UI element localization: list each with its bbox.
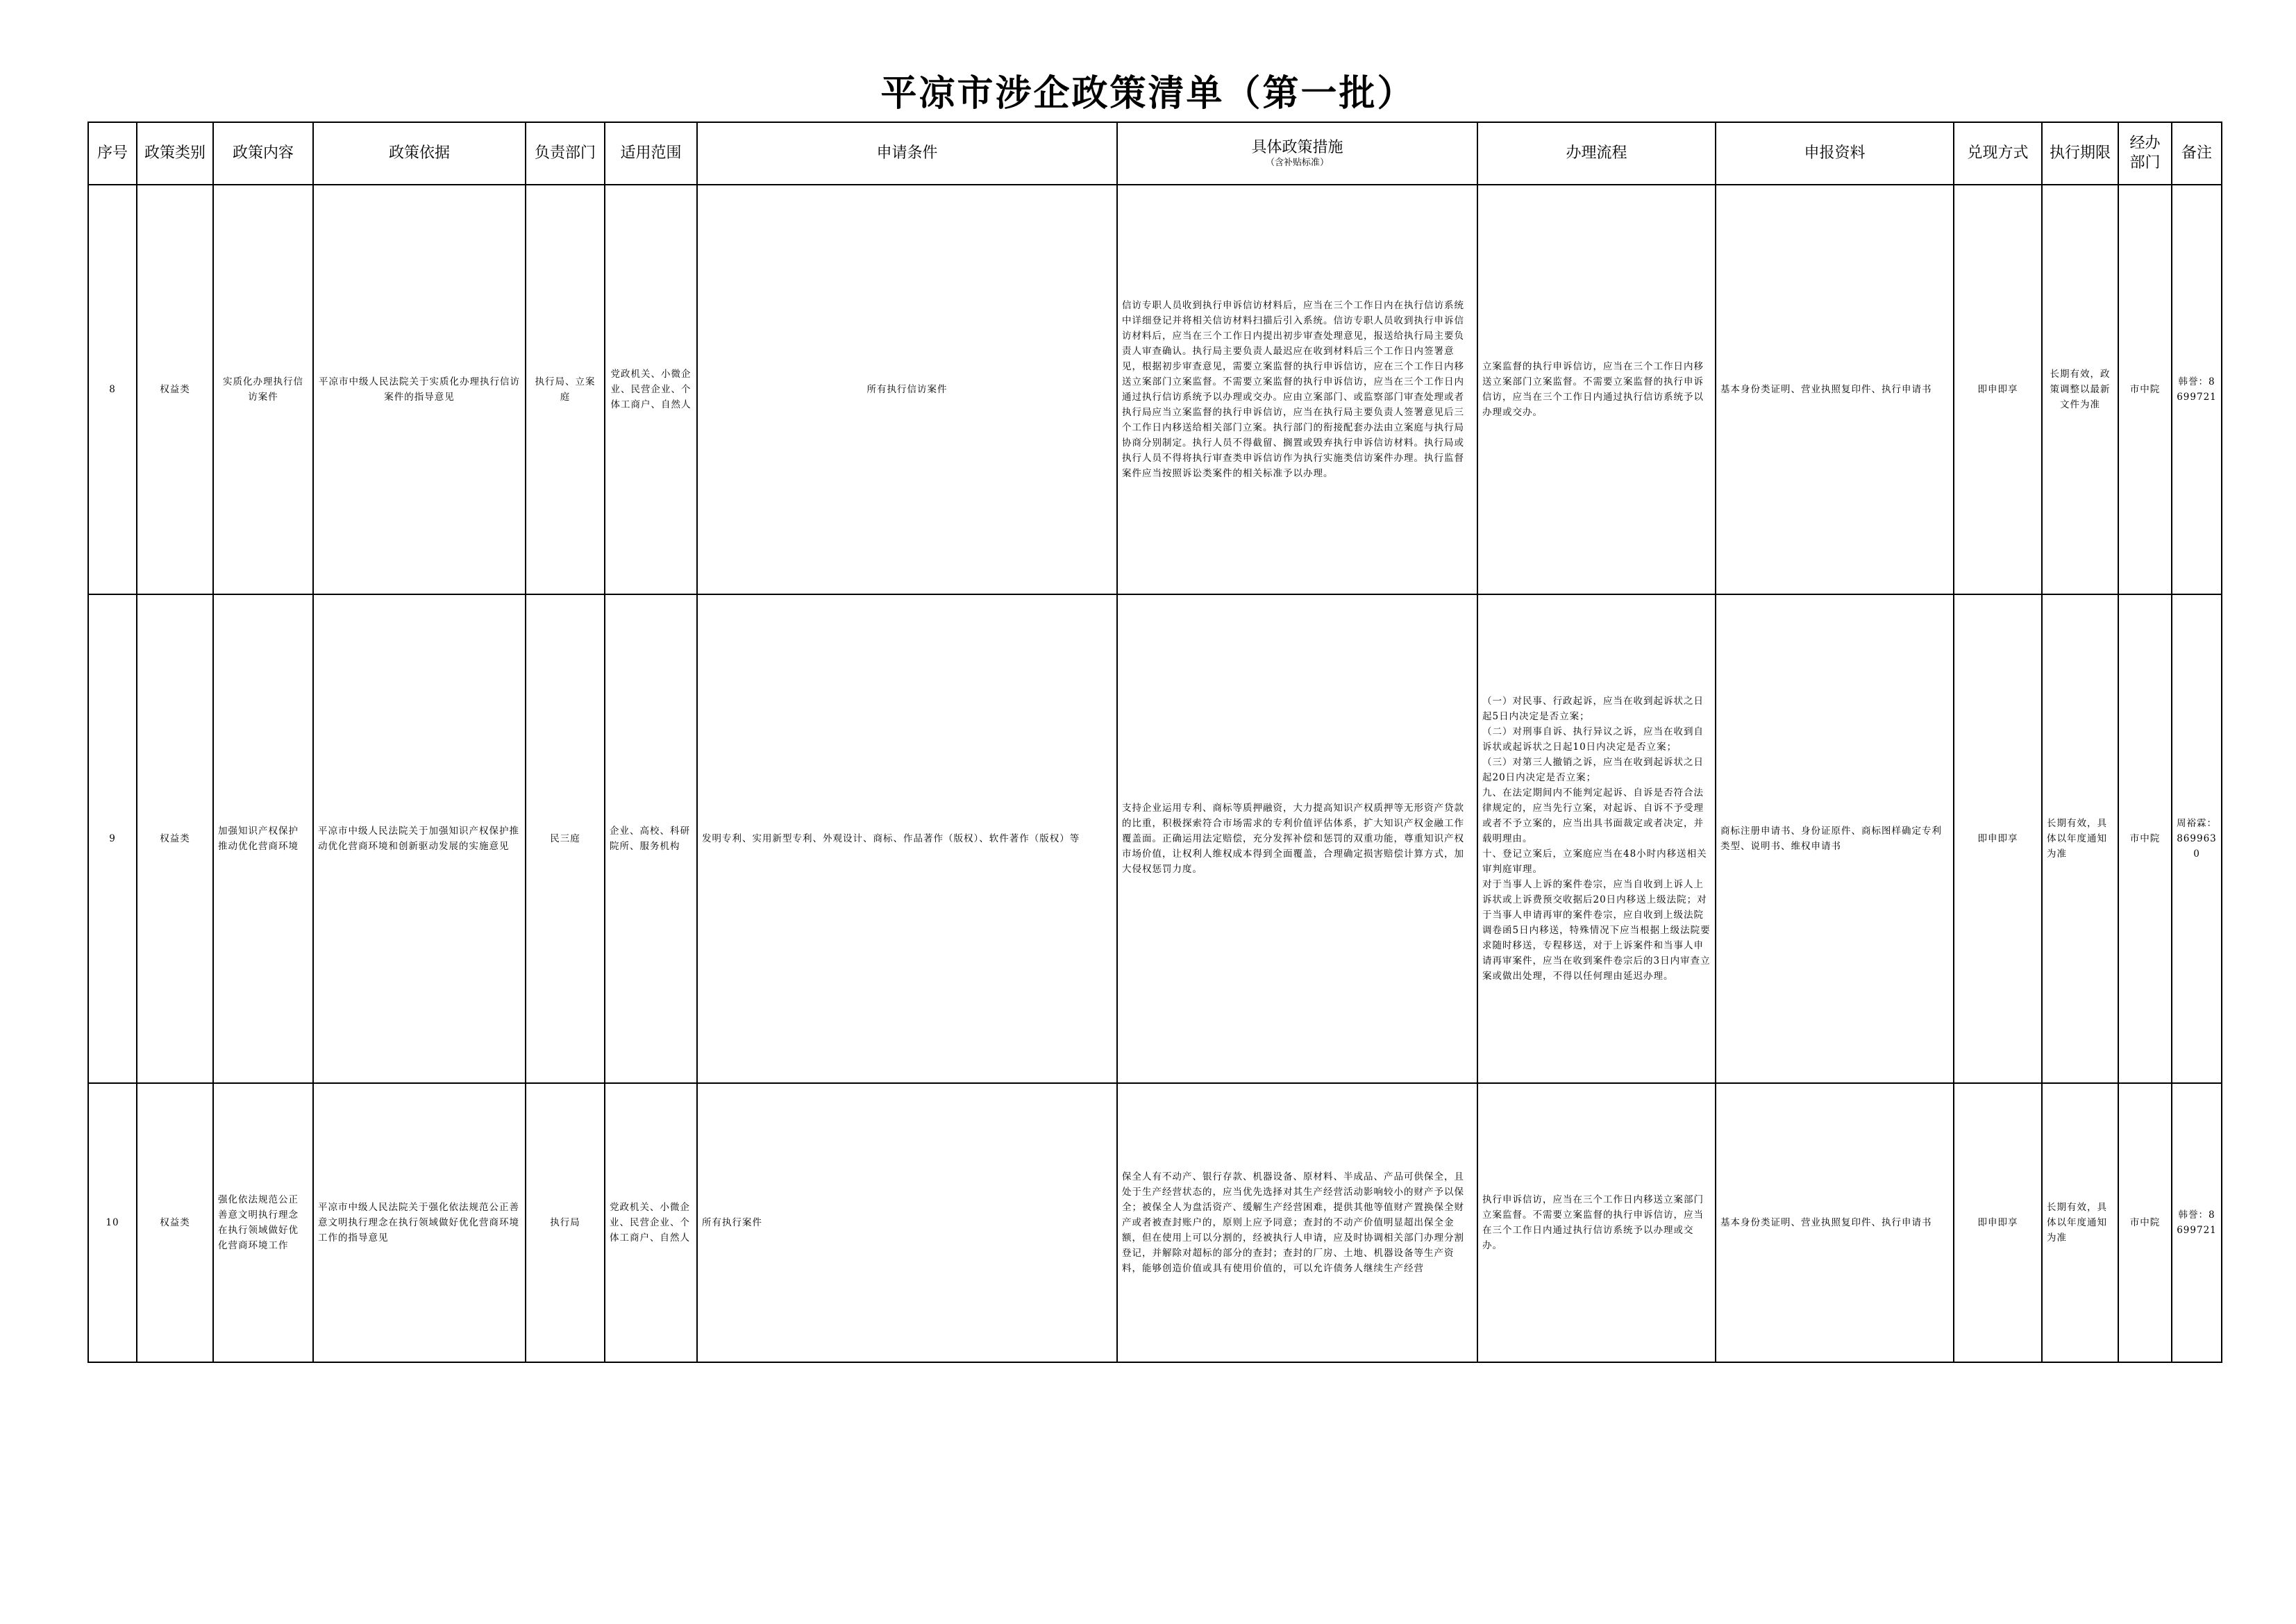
header-content: 政策内容 xyxy=(213,122,313,185)
header-department: 负责部门 xyxy=(526,122,605,185)
cell-department: 执行局、立案庭 xyxy=(526,185,605,594)
table-row xyxy=(88,185,2222,594)
header-remarks: 备注 xyxy=(2172,122,2222,185)
cell-conditions: 发明专利、实用新型专利、外观设计、商标、作品著作（版权）、软件著作（版权）等 xyxy=(697,594,1117,1083)
cell-category: 权益类 xyxy=(137,594,213,1083)
cell-category: 权益类 xyxy=(137,185,213,594)
cell-seq: 10 xyxy=(88,1083,137,1362)
header-measures-sub: （含补贴标准） xyxy=(1265,158,1329,168)
cell-process: 执行申诉信访，应当在三个工作日内移送立案部门立案监督。不需要立案监督的执行申诉信访，应当在三个工作日内通过执行信访系统予以办理或交办。 xyxy=(1477,1083,1716,1362)
cell-materials: 基本身份类证明、营业执照复印件、执行申请书 xyxy=(1716,1083,1954,1362)
header-scope: 适用范围 xyxy=(605,122,697,185)
header-period: 执行期限 xyxy=(2042,122,2118,185)
cell-scope: 企业、高校、科研院所、服务机构 xyxy=(605,594,697,1083)
header-basis: 政策依据 xyxy=(313,122,526,185)
cell-fulfillment: 即申即享 xyxy=(1954,185,2042,594)
table-header-row xyxy=(88,122,2222,185)
cell-content: 加强知识产权保护推动优化营商环境 xyxy=(213,594,313,1083)
cell-remarks: 韩誉：8699721 xyxy=(2172,185,2222,594)
cell-fulfillment: 即申即享 xyxy=(1954,1083,2042,1362)
cell-scope: 党政机关、小微企业、民营企业、个体工商户、自然人 xyxy=(605,185,697,594)
cell-scope: 党政机关、小微企业、民营企业、个体工商户、自然人 xyxy=(605,1083,697,1362)
header-measures-label: 具体政策措施 xyxy=(1251,139,1343,156)
page-title: 平凉市涉企政策清单（第一批） xyxy=(880,72,1416,115)
cell-conditions: 所有执行信访案件 xyxy=(697,185,1117,594)
cell-handler: 市中院 xyxy=(2118,594,2172,1083)
cell-period: 长期有效，政策调整以最新文件为准 xyxy=(2042,185,2118,594)
cell-department: 民三庭 xyxy=(526,594,605,1083)
cell-measures: 保全人有不动产、银行存款、机器设备、原材料、半成品、产品可供保全，且处于生产经营状态的，应当优先选择对其生产经营活动影响较小的财产予以保全；被保全人为盘活资产、缓解生产经营困难，提供其他等值财产置换保全财产或者被查封账户的，原则上应予同意；查封的不动产价值明显超出保全金额，但在使用上可以分割的，经被执行人申请，应及时协调相关部门办理分割登记，并解除对超标的部分的查封；查封的厂房、土地、机器设备等生产资料，能够创造价值或具有使用价值的，可以允许债务人继续生产经营 xyxy=(1117,1083,1477,1362)
header-handler: 经办部门 xyxy=(2118,122,2172,185)
table-row xyxy=(88,1083,2222,1362)
header-measures xyxy=(1117,122,1477,185)
cell-content: 强化依法规范公正善意文明执行理念在执行领域做好优化营商环境工作 xyxy=(213,1083,313,1362)
header-conditions: 申请条件 xyxy=(697,122,1117,185)
cell-process: （一）对民事、行政起诉，应当在收到起诉状之日起5日内决定是否立案； （二）对刑事自诉、执行异议之诉，应当在收到自诉状或起诉状之日起10日内决定是否立案； （三）对第三人撤销之诉，应当在收到起诉状之日起20日内决定是否立案； 九、在法定期间内不能判定起诉、自诉是否符合法律规定的，应当先行立案，对起诉、自诉不予受理或者不予立案的，应当出具书面裁定或者决定，并载明理由。 十、登记立案后，立案庭应当在48小时内移送相关审判庭审理。 对于当事人上诉的案件卷宗，应当自收到上诉人上诉状或上诉费预交收据后20日内移送上级法院；对于当事人申请再审的案件卷宗，应自收到上级法院调卷函5日内移送，特殊情况下应当根据上级法院要求随时移送，专程移送，对于上诉案件和当事人申请再审案件，应当在收到案件卷宗后的3日内审查立案或做出处理，不得以任何理由延迟办理。 xyxy=(1477,594,1716,1083)
cell-category: 权益类 xyxy=(137,1083,213,1362)
table-row xyxy=(88,594,2222,1083)
policy-table xyxy=(87,122,2222,1363)
cell-fulfillment: 即申即享 xyxy=(1954,594,2042,1083)
cell-period: 长期有效，具体以年度通知为准 xyxy=(2042,594,2118,1083)
cell-content: 实质化办理执行信访案件 xyxy=(213,185,313,594)
cell-period: 长期有效，具体以年度通知为准 xyxy=(2042,1083,2118,1362)
cell-basis: 平凉市中级人民法院关于强化依法规范公正善意文明执行理念在执行领域做好优化营商环境工作的指导意见 xyxy=(313,1083,526,1362)
cell-remarks: 周裕霖：8699630 xyxy=(2172,594,2222,1083)
cell-materials: 基本身份类证明、营业执照复印件、执行申请书 xyxy=(1716,185,1954,594)
header-fulfillment: 兑现方式 xyxy=(1954,122,2042,185)
cell-conditions: 所有执行案件 xyxy=(697,1083,1117,1362)
cell-materials: 商标注册申请书、身份证原件、商标图样确定专利类型、说明书、维权申请书 xyxy=(1716,594,1954,1083)
header-seq: 序号 xyxy=(88,122,137,185)
cell-seq: 9 xyxy=(88,594,137,1083)
cell-seq: 8 xyxy=(88,185,137,594)
cell-measures: 信访专职人员收到执行申诉信访材料后，应当在三个工作日内在执行信访系统中详细登记并将相关信访材料扫描后引入系统。信访专职人员收到执行申诉信访材料后，应当在三个工作日内提出初步审查处理意见，报送给执行局主要负责人审查确认。执行局主要负责人最迟应在收到材料后三个工作日内签署意见，根据初步审查意见，需要立案监督的执行申诉信访，应在三个工作日内移送立案部门立案监督。不需要立案监督的执行申诉信访，应当在三个工作日内通过执行信访系统予以办理或交办。应由立案部门、或监察部门审查处理或者执行局应当立案监督的执行申诉信访，应当在执行局主要负责人签署意见后三个工作日内移送给相关部门立案。执行部门的衔接配套办法由立案庭与执行局协商分别制定。执行人员不得截留、搁置或毁弃执行申诉信访材料。执行局或执行人员不得将执行审查类申诉信访作为执行实施类信访案件办理。执行监督案件应当按照诉讼类案件的相关标准予以办理。 xyxy=(1117,185,1477,594)
cell-handler: 市中院 xyxy=(2118,1083,2172,1362)
cell-measures: 支持企业运用专利、商标等质押融资，大力提高知识产权质押等无形资产贷款的比重，积极探索符合市场需求的专利价值评估体系，扩大知识产权金融工作覆盖面。正确运用法定赔偿，充分发挥补偿和惩罚的双重功能，尊重知识产权市场价值，让权利人维权成本得到全面覆盖，合理确定损害赔偿计算方式，加大侵权惩罚力度。 xyxy=(1117,594,1477,1083)
cell-remarks: 韩誉：8699721 xyxy=(2172,1083,2222,1362)
cell-department: 执行局 xyxy=(526,1083,605,1362)
cell-basis: 平凉市中级人民法院关于加强知识产权保护推动优化营商环境和创新驱动发展的实施意见 xyxy=(313,594,526,1083)
header-process: 办理流程 xyxy=(1477,122,1716,185)
cell-basis: 平凉市中级人民法院关于实质化办理执行信访案件的指导意见 xyxy=(313,185,526,594)
cell-handler: 市中院 xyxy=(2118,185,2172,594)
cell-process: 立案监督的执行申诉信访，应当在三个工作日内移送立案部门立案监督。不需要立案监督的执行申诉信访，应当在三个工作日内通过执行信访系统予以办理或交办。 xyxy=(1477,185,1716,594)
header-category: 政策类别 xyxy=(137,122,213,185)
header-materials: 申报资料 xyxy=(1716,122,1954,185)
